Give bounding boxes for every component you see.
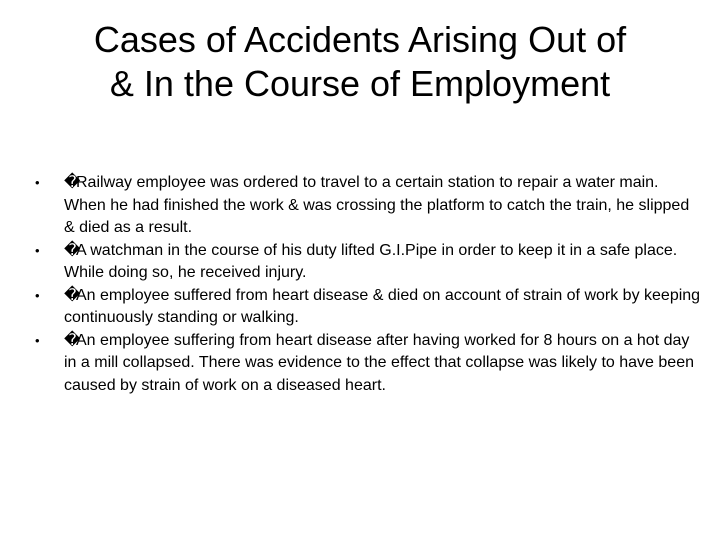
bullet-text: An employee suffered from heart disease & died on account of strain of work by keeping continuously standing or walking. [64, 286, 701, 326]
missing-glyph-icon: � [64, 241, 78, 259]
bullet-item-2 [22, 240, 702, 285]
bullet-icon: • [35, 287, 40, 303]
title-line-2: & In the Course of Employment [109, 63, 611, 104]
bullet-list [22, 172, 702, 397]
bullet-icon: • [35, 332, 40, 348]
bullet-text: An employee suffering from heart disease after having worked for 8 hours on a hot day in a mill collapsed. There was evidence to the effect that collapse was likely to have been caused by strain of work on a diseased heart. [64, 331, 694, 394]
bullet-icon: • [35, 242, 40, 258]
bullet-item-4 [22, 330, 702, 398]
title-line-1: Cases of Accidents Arising Out of [93, 19, 627, 60]
bullet-icon: • [35, 175, 40, 190]
bullet-item-1 [22, 172, 702, 240]
missing-glyph-icon: � [64, 174, 78, 191]
missing-glyph-icon: � [64, 331, 78, 349]
slide-title [40, 18, 680, 106]
bullet-item-3 [22, 285, 702, 330]
missing-glyph-icon: � [64, 286, 78, 304]
bullet-text: A watchman in the course of his duty lifted G.I.Pipe in order to keep it in a safe place. While doing so, he received injury. [64, 241, 678, 281]
bullet-text: Railway employee was ordered to travel to a certain station to repair a water main. When he had finished the work & was crossing the platform to catch the train, he slipped & died as a result. [64, 174, 690, 236]
